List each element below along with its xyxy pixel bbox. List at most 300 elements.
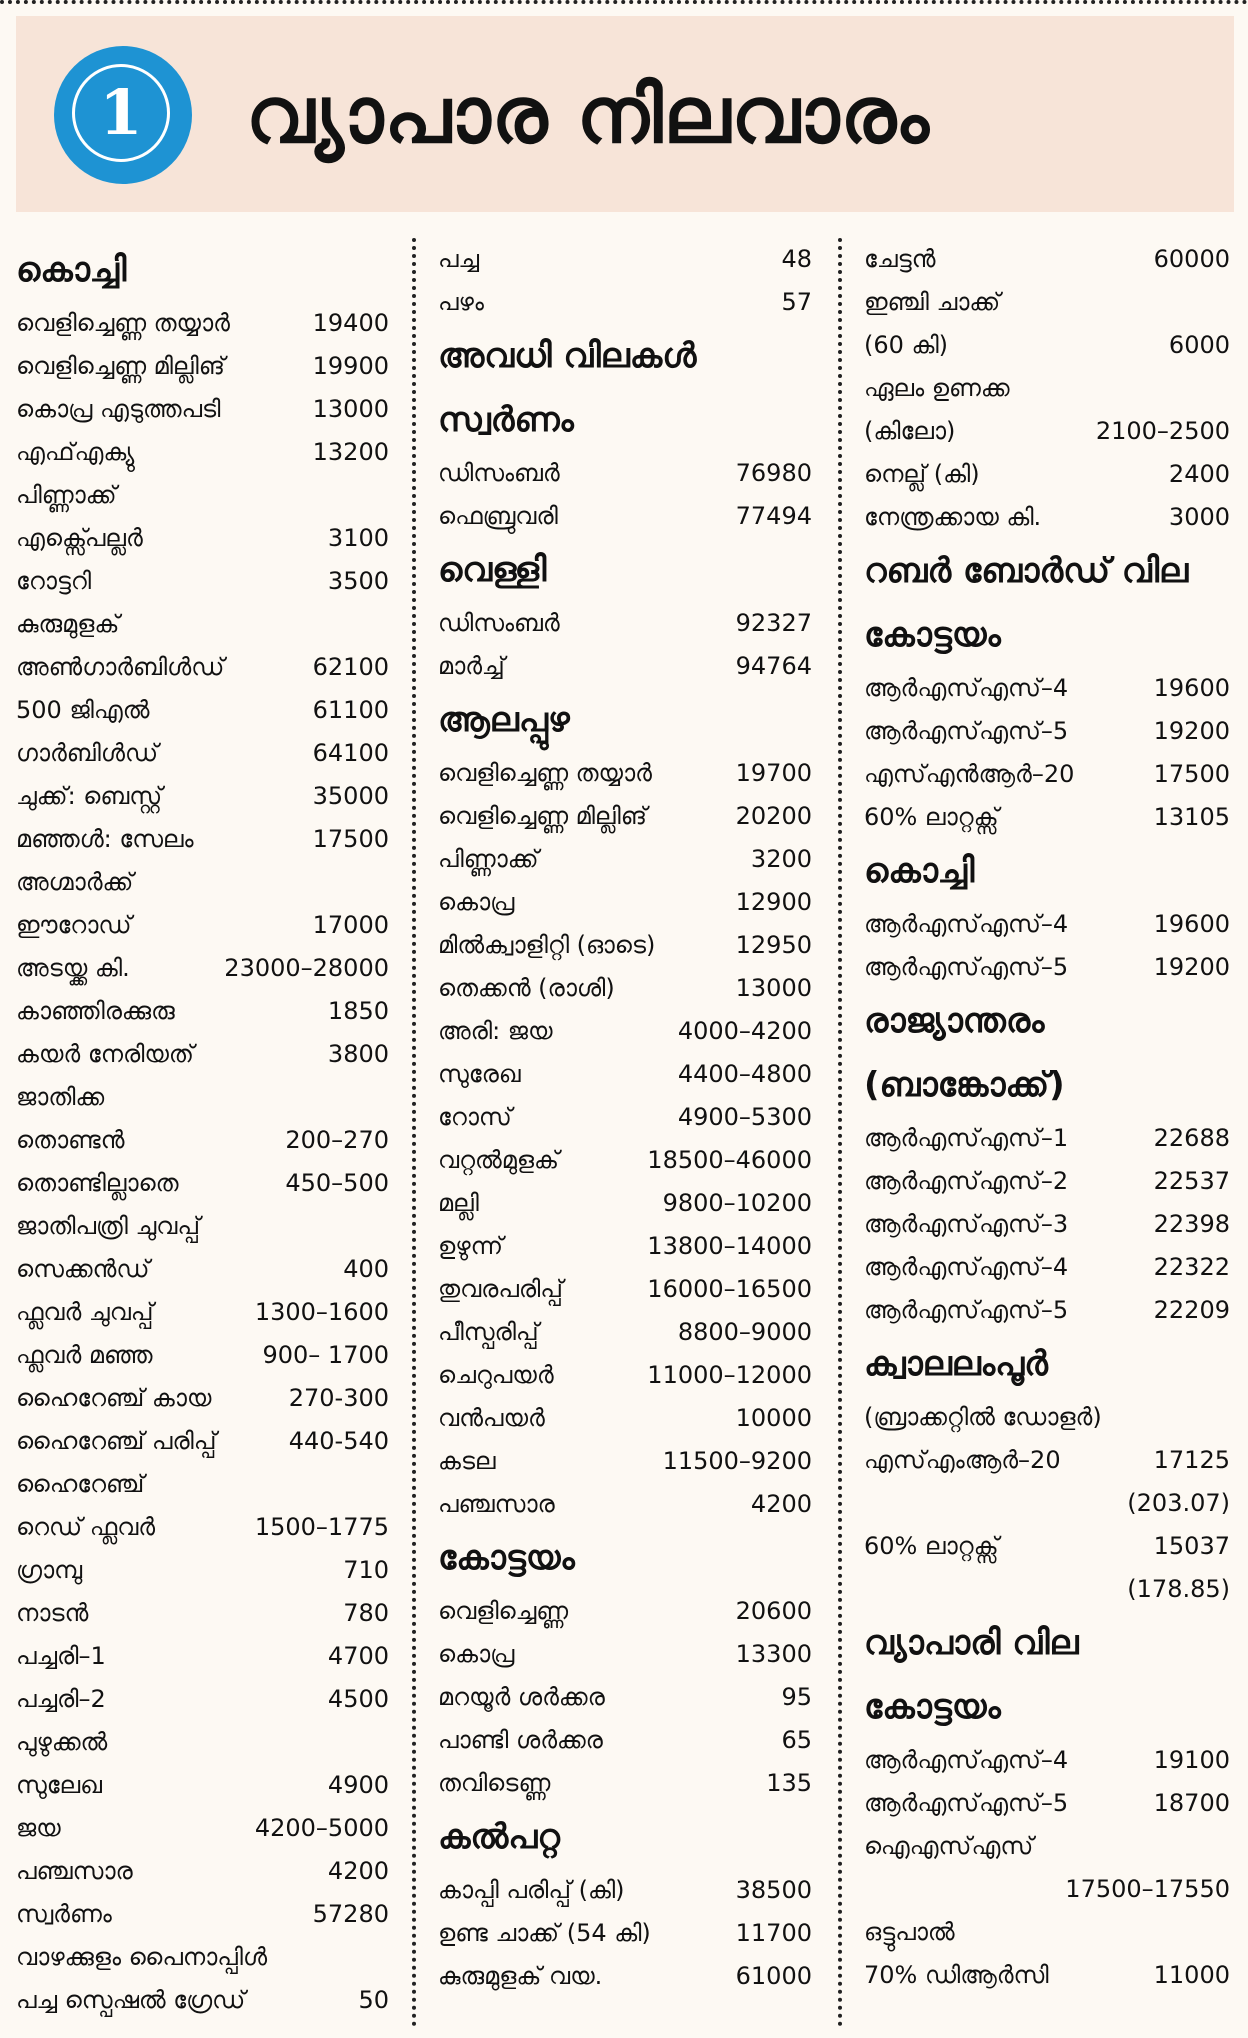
commodity-label: പുഴുക്കൽ [16, 1728, 108, 1756]
price-row [864, 1439, 1230, 1482]
commodity-label: വെളിച്ചെണ്ണ തയ്യാർ [16, 309, 230, 337]
commodity-label: എഫ്എക്യു [16, 438, 135, 466]
commodity-label: കടല [438, 1447, 496, 1475]
price-row [864, 753, 1230, 796]
commodity-label: പച്ച [438, 245, 480, 273]
price-row [438, 1010, 812, 1053]
commodity-label: മഞ്ഞൾ: സേലം [16, 825, 194, 853]
price-row [16, 1420, 389, 1463]
commodity-label: ഗാർബിൾഡ് [16, 739, 159, 767]
commodity-label: ആർഎസ്എസ്–3 [864, 1210, 1069, 1238]
commodity-label: കുരുമുളക് [16, 610, 120, 638]
commodity-label: എസ്എംആർ–20 [864, 1446, 1061, 1474]
price-value: 19200 [1153, 717, 1230, 745]
price-value: 22688 [1153, 1124, 1230, 1152]
commodity-label: ഹൈറേഞ്ച് [16, 1470, 145, 1498]
price-row [864, 667, 1230, 710]
price-row [16, 1979, 389, 2022]
price-row [16, 1721, 389, 1764]
price-value: 19200 [1153, 953, 1230, 981]
price-row [864, 1246, 1230, 1289]
commodity-label: തൊണ്ടില്ലാതെ [16, 1169, 179, 1197]
kochi-heading: കൊച്ചി [864, 851, 975, 891]
price-row [16, 646, 389, 689]
price-value: 22537 [1153, 1167, 1230, 1195]
commodity-label: ആർഎസ്എസ്–2 [864, 1167, 1069, 1195]
price-row [438, 1053, 812, 1096]
commodity-label: ഫ്ലവർ മഞ്ഞ [16, 1341, 153, 1369]
bangkok-heading: (ബാങ്കോക്ക്) [864, 1065, 1065, 1105]
price-row [438, 238, 812, 281]
commodity-label: പിണ്ണാക്ക് [16, 481, 117, 509]
price-row [16, 1678, 389, 1721]
price-value: 15037 [1153, 1532, 1230, 1560]
price-value: 13800–14000 [647, 1232, 812, 1260]
commodity-label: ആർഎസ്എസ്–4 [864, 1746, 1069, 1774]
commodity-label: എക്സ്പെല്ലർ [16, 524, 143, 552]
commodity-label: കൊപ്ര [438, 1640, 515, 1668]
commodity-label: പഞ്ചസാര [16, 1857, 133, 1885]
commodity-label: ഏലം ഉണക്ക [864, 374, 1010, 402]
price-value: 16000–16500 [647, 1275, 812, 1303]
commodity-label: മറയൂർ ശർക്കര [438, 1683, 605, 1711]
price-value: 17500–17550 [1065, 1875, 1230, 1903]
price-row [16, 1291, 389, 1334]
price-row [16, 1635, 389, 1678]
commodity-label: ആർഎസ്എസ്–4 [864, 674, 1069, 702]
commodity-label: ഐഎസ്എസ് [864, 1832, 1034, 1860]
section-number: 1 [99, 76, 143, 149]
price-row [864, 946, 1230, 989]
price-value: 3200 [750, 845, 812, 873]
commodity-label: സുരേഖ [438, 1060, 521, 1088]
price-row [864, 1825, 1230, 1868]
price-value: 76980 [735, 459, 812, 487]
commodity-label: വെളിച്ചെണ്ണ തയ്യാർ [438, 759, 652, 787]
price-row [438, 452, 812, 495]
page-title: വ്യാപാര നിലവാരം [246, 70, 930, 161]
commodity-label: നേന്ത്രക്കായ കി. [864, 503, 1042, 531]
commodity-label: പച്ചരി–1 [16, 1642, 106, 1670]
coin-number-icon [54, 46, 192, 184]
commodity-label: സുലേഖ [16, 1771, 102, 1799]
price-row [864, 903, 1230, 946]
price-row [16, 904, 389, 947]
commodity-label: ജാതിക്ക [16, 1083, 105, 1111]
price-row [438, 1268, 812, 1311]
commodity-label: ഡിസംബർ [438, 459, 560, 487]
price-row [438, 795, 812, 838]
commodity-label: അരി: ജയ [438, 1017, 553, 1045]
price-row [438, 1354, 812, 1397]
commodity-label: ആർഎസ്എസ്–5 [864, 1789, 1069, 1817]
price-row [438, 1483, 812, 1526]
price-value: 710 [343, 1556, 389, 1584]
commodity-label: ആർഎസ്എസ്–5 [864, 717, 1069, 745]
price-row [864, 281, 1230, 324]
column-3 [864, 238, 1230, 1997]
price-row [16, 1033, 389, 1076]
price-row [438, 924, 812, 967]
commodity-label: ഗ്രാമ്പു [16, 1556, 83, 1584]
price-value: 3000 [1168, 503, 1230, 531]
price-row [438, 1719, 812, 1762]
price-value: 2100–2500 [1095, 417, 1230, 445]
commodity-label: വറ്റൽമുളക് [438, 1146, 560, 1174]
commodity-label: പീസ്പരിപ്പ് [438, 1318, 539, 1346]
commodity-label: പഴം [438, 288, 484, 316]
price-value: 20600 [735, 1597, 812, 1625]
price-value: 22209 [1153, 1296, 1230, 1324]
commodity-label: 500 ജിഎൽ [16, 696, 150, 724]
commodity-label: ആർഎസ്എസ്–5 [864, 953, 1069, 981]
price-row [16, 861, 389, 904]
price-row [16, 775, 389, 818]
price-value: 11000–12000 [647, 1361, 812, 1389]
price-value: 94764 [735, 652, 812, 680]
price-value: 11500–9200 [662, 1447, 812, 1475]
price-row [864, 453, 1230, 496]
commodity-label: ഉണ്ട ചാക്ക് (54 കി) [438, 1919, 651, 1947]
price-value: 12900 [735, 888, 812, 916]
price-value: 4900 [327, 1771, 389, 1799]
price-value: 61100 [312, 696, 389, 724]
commodity-label: കൊപ്ര എടുത്തപടി [16, 395, 221, 423]
price-row [864, 496, 1230, 539]
price-value: 57 [781, 288, 812, 316]
price-row [864, 1289, 1230, 1332]
commodity-label: പച്ച സ്പെഷൽ ഗ്രേഡ് [16, 1986, 246, 2014]
price-row [864, 1525, 1230, 1568]
commodity-label: വെളിച്ചെണ്ണ മില്ലിങ് [438, 802, 647, 830]
price-value: 1300–1600 [254, 1298, 389, 1326]
commodity-label: അഗ്മാർക്ക് [16, 868, 134, 896]
commodity-label: ഹൈറേഞ്ച് പരിപ്പ് [16, 1427, 217, 1455]
price-row [16, 1764, 389, 1807]
commodity-label: ഇഞ്ചി ചാക്ക് [864, 288, 1001, 316]
price-row [864, 1117, 1230, 1160]
price-row [864, 324, 1230, 367]
commodity-label: എസ്എൻആർ–20 [864, 760, 1075, 788]
commodity-label: തവിടെണ്ണ [438, 1769, 551, 1797]
column-divider [838, 238, 842, 2028]
commodity-label: ഹൈറേഞ്ച് കായ [16, 1384, 212, 1412]
kalpetta-heading: കൽപറ്റ [438, 1817, 561, 1857]
price-row [864, 1396, 1230, 1439]
price-row [16, 1463, 389, 1506]
price-row [16, 1162, 389, 1205]
price-row [438, 838, 812, 881]
commodity-label: അൺഗാർബിൾഡ് [16, 653, 225, 681]
price-row [16, 345, 389, 388]
price-value: 19900 [312, 352, 389, 380]
price-value: 65 [781, 1726, 812, 1754]
price-row [16, 431, 389, 474]
commodity-label: വെളിച്ചെണ്ണ [438, 1597, 569, 1625]
price-value: 48 [781, 245, 812, 273]
commodity-label: പിണ്ണാക്ക് [438, 845, 539, 873]
commodity-label: നാടൻ [16, 1599, 89, 1627]
commodity-label: വെളിച്ചെണ്ണ മില്ലിങ് [16, 352, 225, 380]
commodity-label: ജയ [16, 1814, 61, 1842]
commodity-label: (കിലോ) [864, 417, 956, 445]
price-value: 19700 [735, 759, 812, 787]
header-banner [16, 16, 1234, 212]
price-row [864, 238, 1230, 281]
price-row [864, 1911, 1230, 1954]
price-value: 11000 [1153, 1961, 1230, 1989]
price-row [438, 1590, 812, 1633]
commodity-label: ആർഎസ്എസ്–5 [864, 1296, 1069, 1324]
price-value: 17500 [312, 825, 389, 853]
price-value: 13105 [1153, 803, 1230, 831]
price-value: 4000–4200 [677, 1017, 812, 1045]
column-divider [412, 238, 416, 2028]
price-row [16, 1334, 389, 1377]
price-value: 13000 [735, 974, 812, 1002]
price-value: 18700 [1153, 1789, 1230, 1817]
international-heading: രാജ്യാന്തരം [864, 1001, 1045, 1041]
commodity-label: ഡിസംബർ [438, 609, 560, 637]
price-value: 22322 [1153, 1253, 1230, 1281]
column-1 [16, 238, 389, 2022]
price-row [864, 1954, 1230, 1997]
kottayam-heading: കോട്ടയം [864, 1687, 1001, 1727]
price-value: 900– 1700 [262, 1341, 389, 1369]
price-row [16, 1592, 389, 1635]
price-value: 95 [781, 1683, 812, 1711]
price-value: 77494 [735, 502, 812, 530]
price-value: 13000 [312, 395, 389, 423]
price-value: 780 [343, 1599, 389, 1627]
commodity-label: കുരുമുളക് വയ. [438, 1962, 603, 1990]
price-value: 1850 [327, 997, 389, 1025]
commodity-label: മാർച്ച് [438, 652, 505, 680]
price-value: 4400–4800 [677, 1060, 812, 1088]
price-value: (203.07) [1127, 1489, 1230, 1517]
price-value: 62100 [312, 653, 389, 681]
price-value: 12950 [735, 931, 812, 959]
price-value: 11700 [735, 1919, 812, 1947]
price-value: 3100 [327, 524, 389, 552]
price-row [16, 517, 389, 560]
price-value: 13300 [735, 1640, 812, 1668]
alappuzha-heading: ആലപ്പുഴ [438, 700, 570, 740]
price-value: 4700 [327, 1642, 389, 1670]
price-value: 38500 [735, 1876, 812, 1904]
kottayam-heading: കോട്ടയം [438, 1538, 575, 1578]
silver-heading: വെള്ളി [438, 550, 547, 590]
price-row [864, 367, 1230, 410]
price-row [16, 1850, 389, 1893]
price-value: 6000 [1168, 331, 1230, 359]
price-row [16, 1893, 389, 1936]
price-value: 2400 [1168, 460, 1230, 488]
price-value: 13200 [312, 438, 389, 466]
commodity-label: കാഞ്ഞിരക്കുരു [16, 997, 175, 1025]
price-row [16, 1205, 389, 1248]
commodity-label: തെക്കൻ (രാശി) [438, 974, 615, 1002]
price-row [438, 1139, 812, 1182]
commodity-label: ജാതിപത്രി ചുവപ്പ് [16, 1212, 201, 1240]
commodity-label: സെക്കൻഡ് [16, 1255, 150, 1283]
price-value: 18500–46000 [647, 1146, 812, 1174]
price-row [16, 1248, 389, 1291]
price-row [438, 967, 812, 1010]
price-row [16, 603, 389, 646]
rubber-board-heading: റബർ ബോർഡ് വില [864, 551, 1189, 591]
price-value: 50 [358, 1986, 389, 2014]
column-2 [438, 238, 812, 1998]
commodity-label: 60% ലാറ്റക്സ് [864, 1532, 999, 1560]
price-row [16, 474, 389, 517]
price-row [438, 281, 812, 324]
price-value: 8800–9000 [677, 1318, 812, 1346]
price-row [438, 1762, 812, 1805]
price-value: 270-300 [288, 1384, 389, 1412]
futures-heading: അവധി വിലകൾ [438, 336, 697, 376]
price-value: 400 [343, 1255, 389, 1283]
commodity-label: കാപ്പി പരിപ്പ് (കി) [438, 1876, 625, 1904]
commodity-label: 60% ലാറ്റക്സ് [864, 803, 999, 831]
commodity-label: ഉഴുന്ന് [438, 1232, 504, 1260]
price-value: 17125 [1153, 1446, 1230, 1474]
price-row [864, 410, 1230, 453]
price-value: 4900–5300 [677, 1103, 812, 1131]
price-value: 17000 [312, 911, 389, 939]
price-row [16, 689, 389, 732]
commodity-label: വൻപയർ [438, 1404, 545, 1432]
commodity-label: റോട്ടറി [16, 567, 92, 595]
price-row [438, 645, 812, 688]
commodity-label: പാണ്ടി ശർക്കര [438, 1726, 603, 1754]
price-row [438, 1096, 812, 1139]
commodity-label: ചുക്ക്: ബെസ്റ്റ് [16, 782, 163, 810]
commodity-label: പഞ്ചസാര [438, 1490, 555, 1518]
price-row [438, 1869, 812, 1912]
commodity-label: (60 കി) [864, 331, 949, 359]
price-row [438, 1225, 812, 1268]
price-row [438, 1912, 812, 1955]
price-value: 1500–1775 [254, 1513, 389, 1541]
price-value: 60000 [1153, 245, 1230, 273]
price-value: 3500 [327, 567, 389, 595]
price-row [16, 990, 389, 1033]
price-row [438, 1182, 812, 1225]
price-value: 9800–10200 [662, 1189, 812, 1217]
price-value: 200–270 [285, 1126, 389, 1154]
price-row [438, 1676, 812, 1719]
gold-heading: സ്വർണം [438, 400, 574, 440]
price-value: 3800 [327, 1040, 389, 1068]
commodity-label: ഫെബ്രുവരി [438, 502, 558, 530]
commodity-label: മല്ലി [438, 1189, 479, 1217]
commodity-label: ആർഎസ്എസ്–4 [864, 910, 1069, 938]
price-value: 4200 [327, 1857, 389, 1885]
price-value: 17500 [1153, 760, 1230, 788]
price-row [16, 1506, 389, 1549]
price-row [438, 1955, 812, 1998]
price-value: 19400 [312, 309, 389, 337]
price-value: 10000 [735, 1404, 812, 1432]
price-row [438, 1311, 812, 1354]
price-row [438, 495, 812, 538]
price-row [438, 1397, 812, 1440]
price-value: 450–500 [285, 1169, 389, 1197]
price-value: 4200 [750, 1490, 812, 1518]
commodity-label: ഒട്ടുപാൽ [864, 1918, 955, 1946]
commodity-label: തുവരപരിപ്പ് [438, 1275, 563, 1303]
kochi-heading: കൊച്ചി [16, 250, 127, 290]
price-row [438, 752, 812, 795]
price-row [438, 602, 812, 645]
price-row [438, 1633, 812, 1676]
commodity-label: മിൽക്വാളിറ്റി (ഓടെ) [438, 931, 656, 959]
price-value: (178.85) [1127, 1575, 1230, 1603]
price-row [864, 1782, 1230, 1825]
price-value: 19100 [1153, 1746, 1230, 1774]
kualalumpur-heading: ക്വാലലംപൂർ [864, 1344, 1048, 1384]
commodity-label: (ബ്രാക്കറ്റിൽ ഡോളർ) [864, 1403, 1102, 1431]
price-row [864, 1160, 1230, 1203]
price-row [16, 560, 389, 603]
price-value: 35000 [312, 782, 389, 810]
kottayam-heading: കോട്ടയം [864, 615, 1001, 655]
commodity-label: ചെറുപയർ [438, 1361, 554, 1389]
price-value: 23000–28000 [224, 954, 389, 982]
price-value: 440-540 [288, 1427, 389, 1455]
price-value: 20200 [735, 802, 812, 830]
price-value: 19600 [1153, 674, 1230, 702]
commodity-label: പച്ചരി–2 [16, 1685, 106, 1713]
price-row [16, 1119, 389, 1162]
commodity-label: ഫ്ലവർ ചുവപ്പ് [16, 1298, 154, 1326]
price-row [864, 1203, 1230, 1246]
price-row [16, 1807, 389, 1850]
commodity-label: തൊണ്ടൻ [16, 1126, 125, 1154]
price-value: 57280 [312, 1900, 389, 1928]
top-dotted-rule [0, 0, 1248, 10]
commodity-label: ചേട്ടൻ [864, 245, 936, 273]
price-row [16, 1549, 389, 1592]
price-row [16, 1076, 389, 1119]
commodity-label: നെല്ല് (കി) [864, 460, 980, 488]
commodity-label: ആർഎസ്എസ്–1 [864, 1124, 1069, 1152]
price-value: 135 [766, 1769, 812, 1797]
price-row [16, 302, 389, 345]
price-row [16, 818, 389, 861]
price-value: 4200–5000 [254, 1814, 389, 1842]
commodity-label: സ്വർണം [16, 1900, 112, 1928]
commodity-label: വാഴക്കുളം പൈനാപ്പിൾ [16, 1943, 268, 1971]
price-value: 64100 [312, 739, 389, 767]
commodity-label: റോസ് [438, 1103, 512, 1131]
commodity-label: റെഡ് ഫ്ലവർ [16, 1513, 156, 1541]
commodity-label: അടയ്ക്ക കി. [16, 954, 130, 982]
price-value: 61000 [735, 1962, 812, 1990]
price-value: 19600 [1153, 910, 1230, 938]
price-row [16, 388, 389, 431]
commodity-label: കൊപ്ര [438, 888, 515, 916]
trader-price-heading: വ്യാപാരി വില [864, 1623, 1079, 1663]
price-value: 92327 [735, 609, 812, 637]
price-row [438, 881, 812, 924]
price-row [864, 1739, 1230, 1782]
price-row [16, 1936, 389, 1979]
commodity-label: 70% ഡിആർസി [864, 1961, 1049, 1989]
price-row [16, 1377, 389, 1420]
commodity-label: കയർ നേരിയത് [16, 1040, 194, 1068]
